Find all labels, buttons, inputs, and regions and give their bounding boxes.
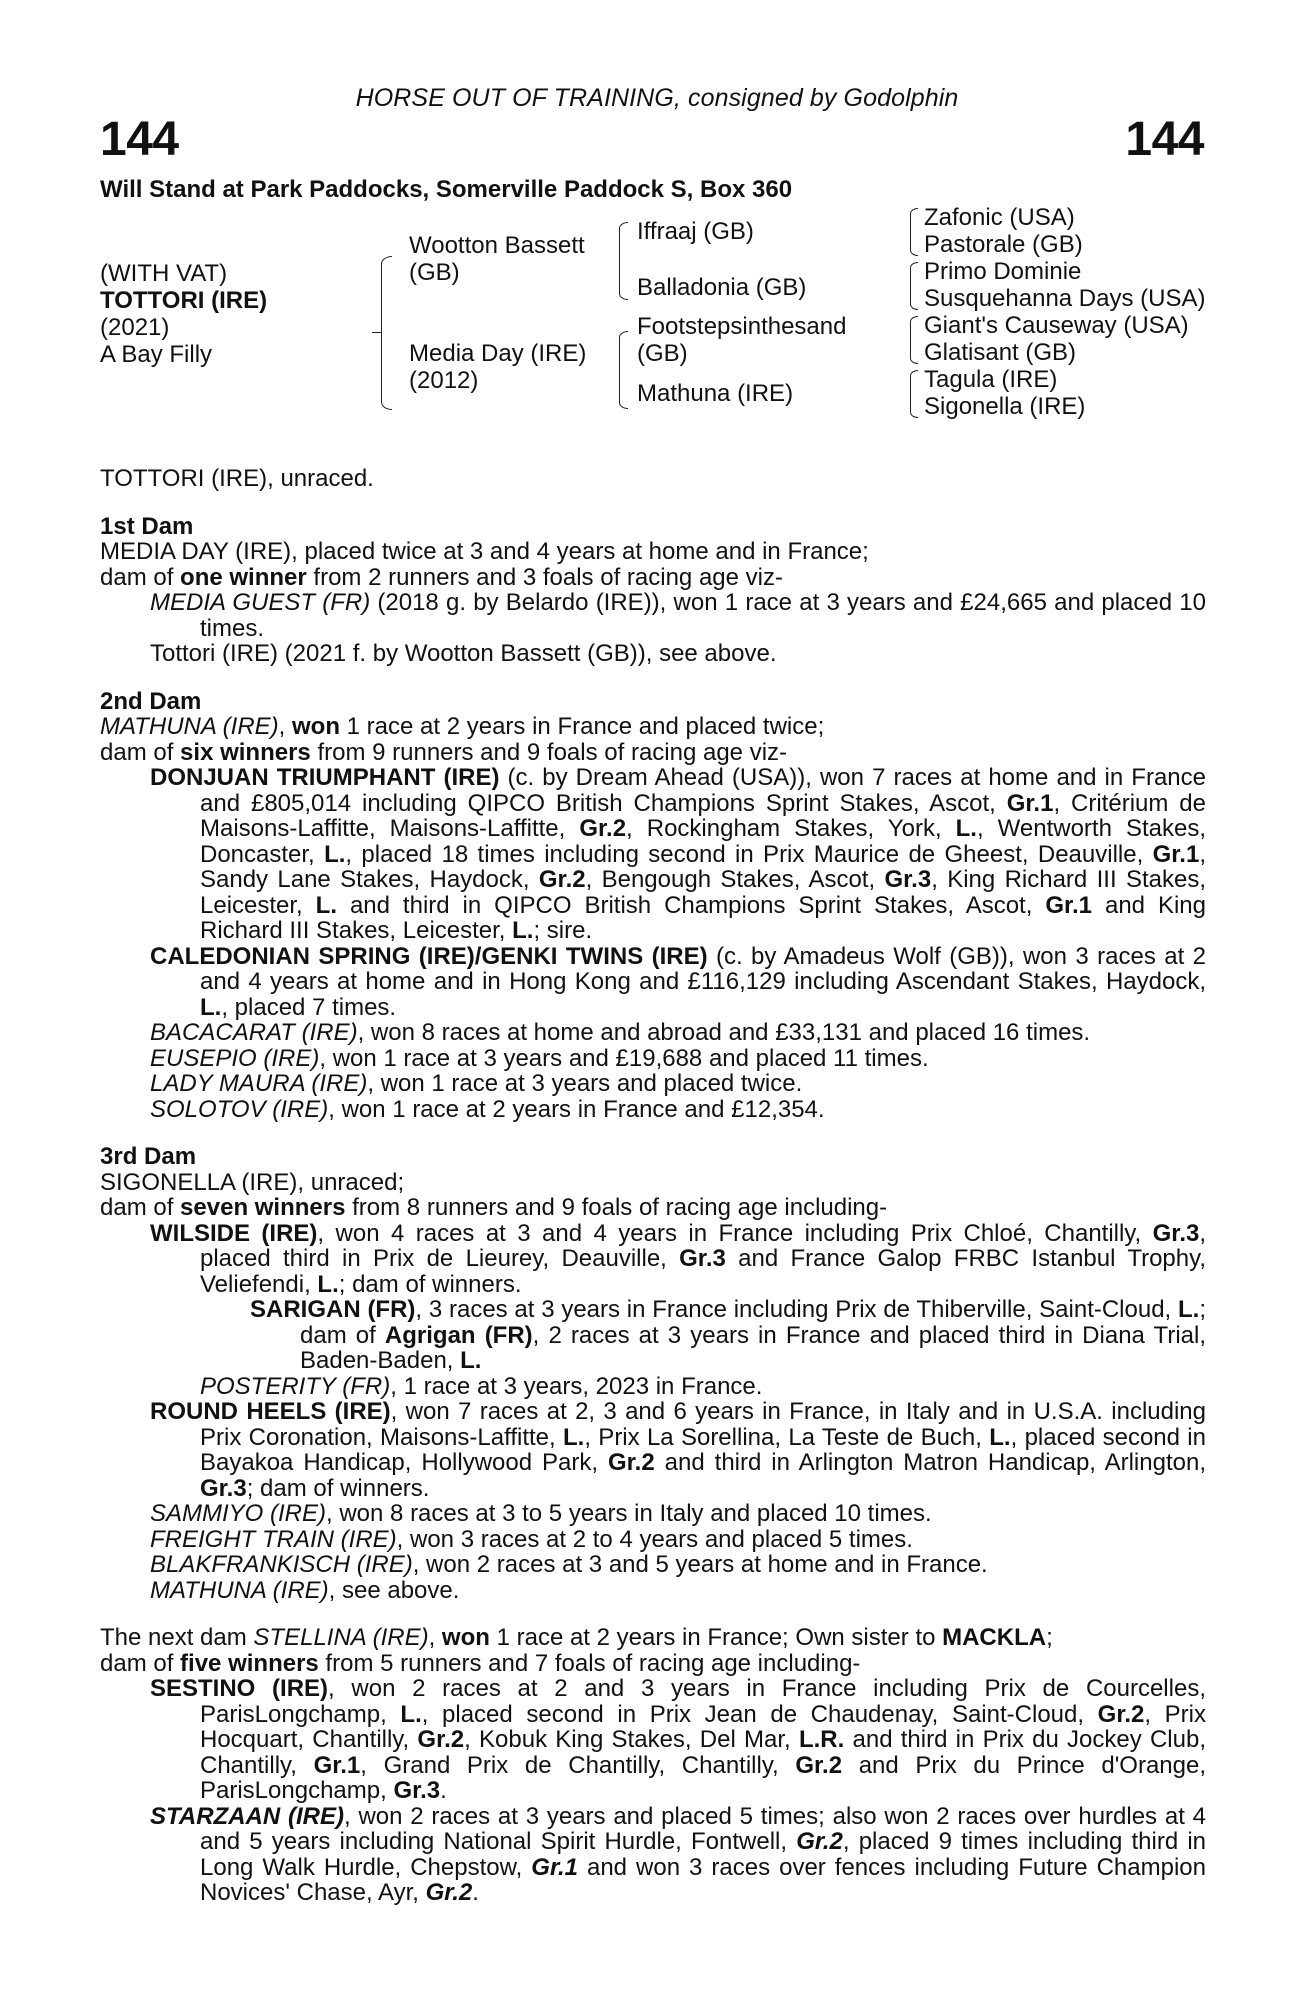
second-dam-record: MATHUNA (IRE), won 1 race at 2 years in France and placed twice;: [100, 713, 825, 740]
second-dam-offspring: SOLOTOV (IRE), won 1 race at 2 years in France and £12,354.: [150, 1095, 825, 1123]
text-run: Gr.2: [579, 815, 627, 842]
dds: Tagula (IRE): [924, 366, 1058, 393]
next-dam-offspring: [100, 1676, 1206, 1804]
text-run: The next dam: [100, 1624, 254, 1651]
text-run: , won 2 races at 2 and 3 years in France including Prix de Courcelles, ParisLongchamp,: [200, 1675, 1206, 1728]
sd-brace: [910, 262, 918, 310]
text-run: L.: [317, 1270, 339, 1298]
text-run: and third in Prix du Jockey Club, Chantilly,: [200, 1726, 1206, 1779]
next-dam-record: [100, 1625, 1206, 1651]
second-dam-offspring: [100, 944, 1206, 1021]
sds: Primo Dominie: [924, 258, 1082, 285]
text-run: , placed 9 times including third in Long Walk Hurdle, Chepstow,: [200, 1828, 1206, 1881]
text-run: , placed 7 times.: [221, 993, 397, 1021]
text-run: and won 3 races over fences including Future Champion Novices' Chase, Ayr,: [200, 1853, 1206, 1906]
third-dam-offspring: [100, 1399, 1206, 1501]
text-run: STARZAAN (IRE): [150, 1802, 344, 1830]
third-dam-offspring: [100, 1221, 1206, 1298]
text-run: Gr.3: [200, 1474, 247, 1502]
first-dam-produce-summary: dam of one winner from 2 runners and 3 foals of racing age viz-: [100, 563, 783, 591]
second-dam-offspring: LADY MAURA (IRE), won 1 race at 3 years and placed twice.: [150, 1070, 803, 1097]
text-run: , placed second in Bayakoa Handicap, Hollywood Park,: [200, 1423, 1206, 1476]
sire-origin: (GB): [409, 259, 460, 286]
text-run: (c. by Dream Ahead (USA)), won 7 races at home and in France and £805,014 including QIPCO British Champions Sprint Stakes, Ascot,: [200, 764, 1206, 817]
third-dam-offspring: MATHUNA (IRE), see above.: [150, 1576, 460, 1604]
text-run: Gr.1: [1006, 789, 1054, 817]
text-run: , Critérium de Maisons-Laffitte, Maisons-Laffitte,: [200, 789, 1206, 842]
horse-description: A Bay Filly: [100, 341, 213, 368]
ds-brace: [910, 316, 918, 364]
text-run: ; dam of: [300, 1296, 1206, 1349]
text-run: ,: [428, 1624, 442, 1651]
dss: Giant's Causeway (USA): [924, 312, 1189, 339]
text-run: , placed 18 times including second in Prix Maurice de Gheest, Deauville,: [345, 840, 1153, 868]
text-run: DONJUAN TRIUMPHANT (IRE): [150, 764, 500, 791]
text-run: L.R.: [798, 1726, 845, 1753]
dam-sire-origin: (GB): [637, 340, 688, 367]
text-run: , won 2 races at 3 years and placed 5 times; also won 2 races over hurdles at 4 and 5 years including National Spirit Hurdle, Fontwell,: [200, 1802, 1207, 1855]
first-dam-offspring: MEDIA GUEST (FR) (2018 g. by Belardo (IRE)), won 1 race at 3 years and £24,665 and placed 10 times.: [150, 589, 1206, 642]
text-run: CALEDONIAN SPRING (IRE)/GENKI TWINS (IRE): [150, 942, 708, 970]
third-dam-grand-offspring: POSTERITY (FR), 1 race at 3 years, 2023 in France.: [200, 1372, 763, 1400]
sdd: Susquehanna Days (USA): [924, 285, 1206, 312]
pedigree-brace: [381, 256, 392, 410]
second-dam-offspring: [100, 765, 1206, 944]
dd-brace: [910, 370, 918, 418]
third-dam-offspring: BLAKFRANKISCH (IRE), won 2 races at 3 and 5 years at home and in France.: [150, 1551, 988, 1578]
text-run: , Grand Prix de Chantilly, Chantilly,: [360, 1751, 796, 1779]
second-dam-offspring: EUSEPIO (IRE), won 1 race at 3 years and £19,688 and placed 11 times.: [150, 1044, 929, 1072]
race-record: TOTTORI (IRE), unraced.: [100, 465, 374, 492]
text-run: L.: [200, 993, 222, 1021]
first-dam-heading: 1st Dam: [100, 512, 194, 540]
text-run: L.: [460, 1347, 482, 1374]
text-run: and Prix du Prince d'Orange, ParisLongchamp,: [200, 1751, 1206, 1804]
text-run: ROUND HEELS (IRE): [150, 1398, 391, 1425]
text-run: L.: [955, 815, 977, 842]
text-run: L.: [400, 1700, 422, 1728]
text-run: and third in Arlington Matron Handicap, Arlington,: [654, 1449, 1206, 1476]
second-dam-offspring: BACACARAT (IRE), won 8 races at home and abroad and £33,131 and placed 16 times.: [150, 1019, 1091, 1046]
text-run: STELLINA (IRE): [253, 1624, 429, 1651]
text-run: , Prix La Sorellina, La Teste de Buch,: [584, 1423, 990, 1451]
pedigree-brace-point: [372, 332, 382, 333]
dam-brace: [619, 331, 628, 409]
next-dam-produce-summary: dam of five winners from 5 runners and 7 foals of racing age including-: [100, 1649, 861, 1677]
text-run: , 2 races at 3 years in France and placed third in Diana Trial, Baden-Baden,: [300, 1321, 1206, 1374]
dam-name: Media Day (IRE): [409, 340, 587, 367]
text-run: L.: [324, 840, 346, 868]
text-run: Gr.2: [1097, 1700, 1145, 1728]
text-run: Gr.2: [417, 1726, 465, 1753]
text-run: Gr.2: [608, 1449, 655, 1476]
dam-sire-name: Footstepsinthesand: [637, 313, 847, 340]
text-run: , Kobuk King Stakes, Del Mar,: [464, 1726, 799, 1753]
sire-brace: [619, 222, 628, 300]
text-run: .: [472, 1879, 479, 1906]
text-run: Gr.3: [679, 1245, 726, 1272]
sire-sire: Iffraaj (GB): [637, 218, 754, 245]
text-run: , Rockingham Stakes, York,: [626, 815, 956, 842]
text-run: and France Galop FRBC Istanbul Trophy, Veliefendi,: [200, 1245, 1207, 1298]
text-run: , placed third in Prix de Lieurey, Deauville,: [200, 1219, 1207, 1272]
third-dam-offspring: FREIGHT TRAIN (IRE), won 3 races at 2 to 4 years and placed 5 times.: [150, 1525, 913, 1553]
text-run: , Bengough Stakes, Ascot,: [585, 866, 885, 893]
text-run: WILSIDE (IRE): [150, 1219, 318, 1247]
text-run: 1 race at 2 years in France; Own sister to: [489, 1624, 943, 1651]
text-run: L.: [989, 1423, 1011, 1451]
first-dam-offspring: Tottori (IRE) (2021 f. by Wootton Bassett (GB)), see above.: [150, 640, 777, 667]
text-run: , placed second in Prix Jean de Chaudenay, Saint-Cloud,: [421, 1700, 1098, 1728]
text-run: ; dam of winners.: [338, 1270, 522, 1298]
first-dam-record: MEDIA DAY (IRE), placed twice at 3 and 4 years at home and in France;: [100, 538, 869, 565]
third-dam-record: SIGONELLA (IRE), unraced;: [100, 1168, 405, 1196]
text-run: Gr.2: [425, 1879, 473, 1906]
text-run: ; sire.: [533, 917, 593, 944]
text-run: Gr.3: [393, 1777, 441, 1804]
text-run: ; dam of winners.: [246, 1474, 430, 1502]
second-dam-produce-summary: dam of six winners from 9 runners and 9 foals of racing age viz-: [100, 738, 788, 766]
third-dam-offspring: SAMMIYO (IRE), won 8 races at 3 to 5 years in Italy and placed 10 times.: [150, 1500, 932, 1527]
text-run: L.: [563, 1423, 585, 1451]
horse-year: (2021): [100, 314, 170, 341]
text-run: SESTINO (IRE): [150, 1675, 329, 1702]
vat-note: (WITH VAT): [100, 260, 228, 287]
third-dam-grand-offspring: [100, 1297, 1206, 1374]
text-run: won: [441, 1624, 490, 1651]
dam-dam: Mathuna (IRE): [637, 380, 794, 407]
horse-name: TOTTORI (IRE): [100, 287, 268, 314]
ss-brace: [910, 208, 918, 256]
second-dam-heading: 2nd Dam: [100, 687, 202, 715]
ddd: Sigonella (IRE): [924, 393, 1086, 420]
text-run: Gr.1: [313, 1751, 361, 1779]
text-run: Gr.1: [531, 1853, 578, 1881]
ssd: Pastorale (GB): [924, 231, 1083, 258]
text-run: .: [440, 1777, 447, 1804]
text-run: (c. by Amadeus Wolf (GB)), won 3 races at 2 and 4 years at home and in Hong Kong and £116,129 including Ascendant Stakes, Haydock,: [200, 942, 1206, 995]
text-run: , King Richard III Stakes, Leicester,: [200, 866, 1206, 919]
sss: Zafonic (USA): [924, 204, 1075, 231]
text-run: , Wentworth Stakes, Doncaster,: [200, 815, 1206, 868]
text-run: Gr.1: [1045, 891, 1093, 919]
text-run: L.: [512, 917, 534, 944]
sire-dam: Balladonia (GB): [637, 274, 807, 301]
text-run: , Prix Hocquart, Chantilly,: [200, 1700, 1206, 1753]
text-run: , 3 races at 3 years in France including Prix de Thiberville, Saint-Cloud,: [415, 1296, 1178, 1323]
text-run: Gr.3: [1152, 1219, 1200, 1247]
stabling-location: Will Stand at Park Paddocks, Somerville Paddock S, Box 360: [100, 176, 793, 203]
third-dam-produce-summary: dam of seven winners from 8 runners and 9 foals of racing age including-: [100, 1194, 888, 1221]
text-run: SARIGAN (FR): [250, 1296, 416, 1323]
text-run: and third in QIPCO British Champions Sprint Stakes, Ascot,: [337, 891, 1046, 919]
text-run: and King Richard III Stakes, Leicester,: [200, 891, 1206, 944]
dsd: Glatisant (GB): [924, 339, 1077, 366]
text-run: ;: [1046, 1624, 1053, 1651]
lot-number-right: 144: [1125, 113, 1204, 166]
text-run: Agrigan (FR): [384, 1321, 533, 1349]
text-run: Gr.2: [538, 866, 586, 893]
text-run: Gr.3: [884, 866, 932, 893]
text-run: , won 4 races at 3 and 4 years in France including Prix Chloé, Chantilly,: [317, 1219, 1153, 1247]
text-run: L.: [1178, 1296, 1200, 1323]
text-run: MACKLA: [942, 1624, 1047, 1651]
consignor-line: HORSE OUT OF TRAINING, consigned by Godolphin: [355, 84, 959, 112]
text-run: L.: [315, 891, 337, 919]
dam-year: (2012): [409, 367, 479, 394]
text-run: , won 7 races at 2, 3 and 6 years in France, in Italy and in U.S.A. including Prix Coronation, Maisons-Laffitte,: [200, 1398, 1207, 1451]
sire-name: Wootton Bassett: [409, 232, 585, 259]
third-dam-heading: 3rd Dam: [100, 1143, 197, 1170]
text-run: , Sandy Lane Stakes, Haydock,: [200, 840, 1206, 893]
lot-number-left: 144: [100, 113, 179, 166]
text-run: Gr.2: [795, 1751, 843, 1779]
catalogue-text: [100, 466, 1206, 1906]
next-dam-offspring: [100, 1804, 1206, 1906]
text-run: Gr.2: [796, 1828, 843, 1855]
text-run: Gr.1: [1152, 840, 1200, 868]
